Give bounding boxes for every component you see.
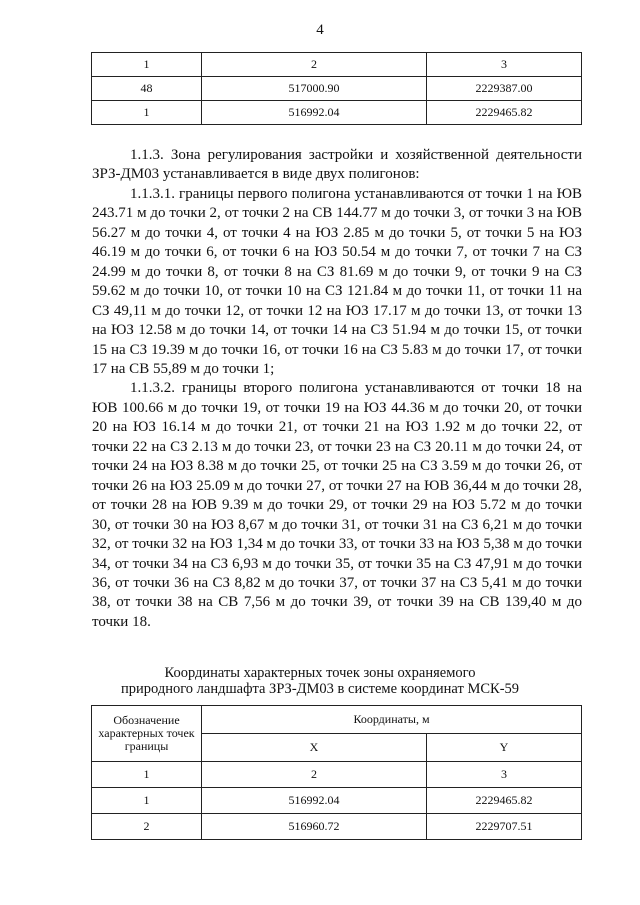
table-cell: 2229387.00 — [427, 77, 582, 101]
table-row — [92, 77, 582, 101]
table-cell: 1 — [92, 762, 202, 788]
table-cell: 2 — [202, 53, 427, 77]
table-cell: 516992.04 — [202, 788, 427, 814]
table-row — [92, 788, 582, 814]
table-row — [92, 762, 582, 788]
table-cell: 1 — [92, 53, 202, 77]
page-number: 4 — [316, 22, 324, 38]
table-row — [92, 814, 582, 840]
paragraph-zone-description: 1.1.3. Зона регулирования застройки и хозяйственной деятельности ЗРЗ-ДМ03 устанавливается в виде двух полигонов: — [92, 147, 582, 183]
table-cell: 516992.04 — [202, 101, 427, 125]
table-cell: 1 — [92, 788, 202, 814]
header-coordinates: Координаты, м — [202, 706, 582, 734]
body-text — [92, 146, 582, 632]
table-header-row — [92, 706, 582, 734]
table-cell: 517000.90 — [202, 77, 427, 101]
paragraph-polygon-2: 1.1.3.2. границы второго полигона устанавливаются от точки 18 на ЮВ 100.66 м до точки 19, от точки 19 на ЮЗ 44.36 м до точки 20, от точки 20 на ЮЗ 16.14 м до точки 21, от точки 21 на ЮЗ 1.92 м до точки 22, от точки 22 на СЗ 2.13 м до точки 23, от точки 23 на СЗ 20.11 м до точки 24, от точки 24 на ЮЗ 8.38 м до точки 25, от точки 25 на СЗ 3.59 м до точки 26, от точки 26 на ЮЗ 25.09 м до точки 27, от точки 27 на ЮВ 36,44 м до точки 28, от точки 28 на ЮВ 9.39 м до точки 29, от точки 29 на ЮЗ 5.72 м до точки 30, от точки 30 на ЮЗ 8,67 м до точки 31, от точки 31 на СЗ 6,21 м до точки 32, от точки 32 на ЮЗ 1,34 м до точки 33, от точки 33 на ЮЗ 5,38 м до точки 34, от точки 34 на СЗ 6,93 м до точки 35, от точки 35 на СЗ 47,91 м до точки 36, от точки 36 на СЗ 8,82 м до точки 37, от точки 37 на СЗ 5,41 м до точки 38, от точки 38 на СВ 7,56 м до точки 39, от точки 39 на СВ 139,40 м до точки 18. — [92, 380, 582, 630]
table-cell: 2 — [202, 762, 427, 788]
header-y: Y — [427, 734, 582, 762]
table-title-line-1: Координаты характерных точек зоны охраняемого — [164, 665, 476, 681]
table-cell: 2229465.82 — [427, 788, 582, 814]
table-title — [0, 665, 640, 697]
table-cell: 48 — [92, 77, 202, 101]
table-cell: 3 — [427, 53, 582, 77]
table-cell: 2 — [92, 814, 202, 840]
table-cell: 3 — [427, 762, 582, 788]
table-row — [92, 101, 582, 125]
continuation-table — [91, 52, 582, 125]
header-point-designation: Обозначение характерных точек границы — [92, 706, 202, 762]
table-row — [92, 53, 582, 77]
table-cell: 1 — [92, 101, 202, 125]
header-x: X — [202, 734, 427, 762]
table-cell: 2229707.51 — [427, 814, 582, 840]
paragraph-polygon-1: 1.1.3.1. границы первого полигона устанавливаются от точки 1 на ЮВ 243.71 м до точки 2, от точки 2 на СВ 144.77 м до точки 3, от точки 3 на ЮВ 56.27 м до точки 4, от точки 4 на ЮЗ 2.85 м до точки 5, от точки 5 на ЮЗ 46.19 м до точки 6, от точки 6 на ЮЗ 50.54 м до точки 7, от точки 7 на СЗ 24.99 м до точки 8, от точки 8 на СЗ 81.69 м до точки 9, от точки 9 на СЗ 59.62 м до точки 10, от точки 10 на СЗ 121.84 м до точки 11, от точки 11 на СЗ 49,11 м до точки 12, от точки 12 на ЮЗ 17.17 м до точки 13, от точки 13 на ЮЗ 12.58 м до точки 14, от точки 14 на СЗ 51.94 м до точки 15, от точки 15 на СЗ 19.39 м до точки 16, от точки 16 на СЗ 5.83 м до точки 17, от точки 17 на СВ 55,89 м до точки 1; — [92, 185, 582, 377]
coordinates-table — [91, 705, 582, 840]
table-cell: 516960.72 — [202, 814, 427, 840]
table-title-line-2: природного ландшафта ЗРЗ-ДМ03 в системе координат МСК-59 — [120, 681, 520, 697]
table-cell: 2229465.82 — [427, 101, 582, 125]
